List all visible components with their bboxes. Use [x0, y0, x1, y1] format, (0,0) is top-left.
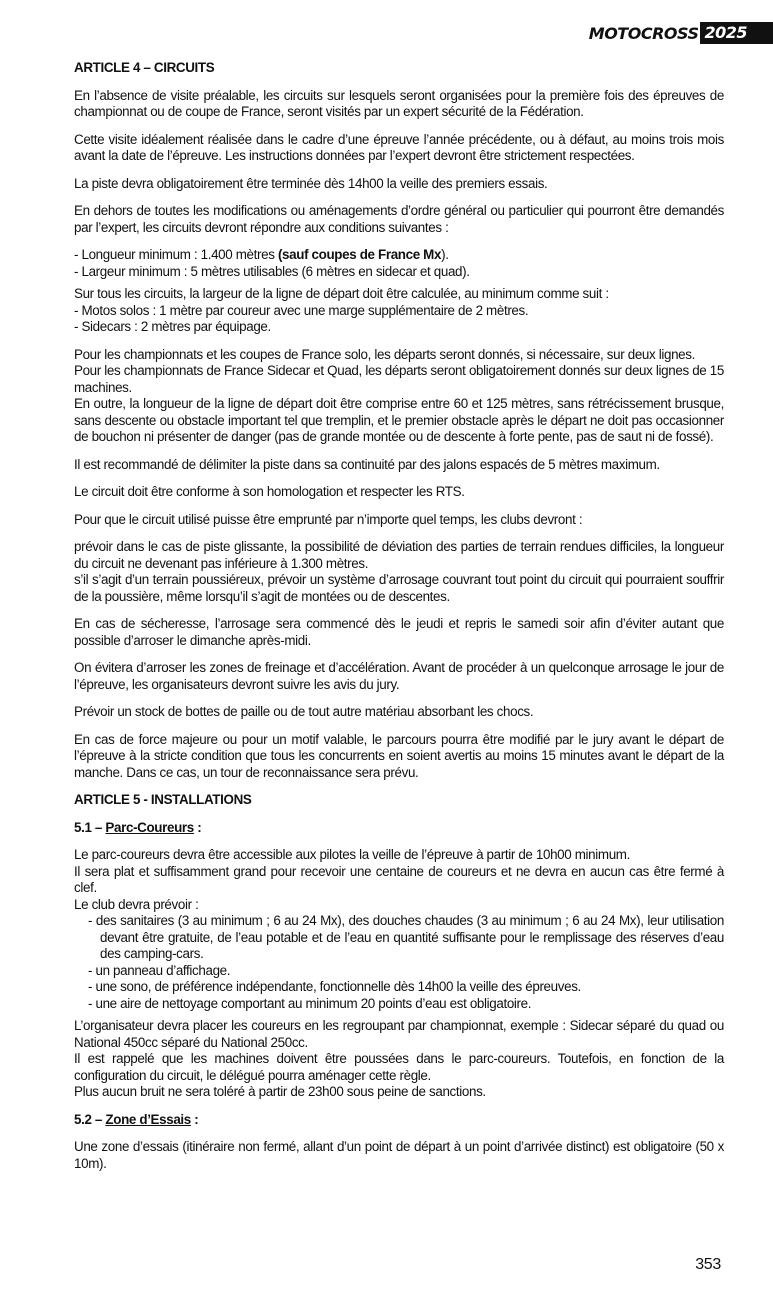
- paragraph: prévoir dans le cas de piste glissante, la possibilité de déviation des parties de terrain rendues difficiles, la longueur du circuit ne devenant pas inférieure à 1.300 mètres.: [74, 539, 724, 571]
- list-item: - Sidecars : 2 mètres par équipage.: [74, 319, 271, 334]
- list-item: - Largeur minimum : 5 mètres utilisables (6 mètres en sidecar et quad).: [74, 263, 470, 279]
- document-body: [74, 60, 724, 1172]
- page-number: 353: [695, 1256, 721, 1273]
- start-line-list: [74, 303, 724, 336]
- paragraph: En cas de force majeure ou pour un motif valable, le parcours pourra être modifié par le jury avant le départ de l’épreuve à la stricte condition que tous les concurrents en soient avertis au moins 15 minutes avant le départ de la manche. Dans ce cas, un tour de reconnaissance sera prévu.: [74, 731, 724, 780]
- paragraph: Sur tous les circuits, la largeur de la ligne de départ doit être calculée, au minimum comme suit :: [74, 286, 609, 301]
- paragraph: Pour les championnats de France Sidecar et Quad, les départs seront obligatoirement donnés sur deux lignes de 15 machines.: [74, 363, 724, 395]
- list-item: - une sono, de préférence indépendante, fonctionnelle dès 14h00 la veille des épreuves.: [88, 979, 581, 994]
- list-item: - un panneau d’affichage.: [88, 962, 231, 978]
- paragraph: Une zone d’essais (itinéraire non fermé, allant d’un point de départ à un point d’arrivée distinct) est obligatoire (50 x 10m).: [74, 1139, 724, 1171]
- facilities-list: [88, 913, 724, 1012]
- paragraph: Le parc-coureurs devra être accessible aux pilotes la veille de l’épreuve à partir de 10h00 minimum.: [74, 847, 630, 862]
- paragraph: Pour que le circuit utilisé puisse être emprunté par n’importe quel temps, les clubs devront :: [74, 511, 583, 527]
- list-item: - une aire de nettoyage comportant au minimum 20 points d’eau est obligatoire.: [88, 995, 532, 1011]
- section-5-1-heading: 5.1 – Parc-Coureurs :: [74, 819, 202, 835]
- list-item: - Motos solos : 1 mètre par coureur avec une marge supplémentaire de 2 mètres.: [74, 302, 529, 318]
- paragraph: La piste devra obligatoirement être terminée dès 14h00 la veille des premiers essais.: [74, 175, 548, 191]
- header-title: MOTOCROSS: [588, 23, 699, 43]
- list-item: - Longueur minimum : 1.400 mètres (sauf coupes de France Mx).: [74, 247, 449, 262]
- page-header: [589, 22, 773, 44]
- article-4-heading: ARTICLE 4 – CIRCUITS: [74, 60, 215, 75]
- paragraph: Il est recommandé de délimiter la piste dans sa continuité par des jalons espacés de 5 mètres maximum.: [74, 456, 660, 472]
- article-5-heading: ARTICLE 5 - INSTALLATIONS: [74, 792, 252, 807]
- paragraph: Le club devra prévoir :: [74, 896, 199, 912]
- section-5-2-heading: 5.2 – Zone d’Essais :: [74, 1111, 199, 1127]
- header-year-badge: 2025: [700, 22, 773, 44]
- paragraph: L’organisateur devra placer les coureurs en les regroupant par championnat, exemple : Sidecar séparé du quad ou National 450cc séparé du National 250cc.: [74, 1018, 724, 1050]
- paragraph: En outre, la longueur de la ligne de départ doit être comprise entre 60 et 125 mètres, sans rétrécissement brusque, sans descente ou obstacle important tel que tremplin, et le premier obstacle après le départ ne doit pas occasionner de bouchon ni présenter de danger (pas de grande montée ou de descente à forte pente, pas de saut ni de fossé).: [74, 396, 724, 444]
- bold-note: (sauf coupes de France Mx: [277, 247, 442, 262]
- list-item: - des sanitaires (3 au minimum ; 6 au 24 Mx), des douches chaudes (3 au minimum ; 6 au 24 Mx), leur utilisation devant être gratuite, de l’eau potable et de l’eau en quantité suffisante pour le remplissage des réserves d’eau des camping-cars.: [88, 913, 724, 961]
- paragraph: Pour les championnats et les coupes de France solo, les départs seront donnés, si nécessaire, sur deux lignes.: [74, 346, 695, 362]
- paragraph: En cas de sécheresse, l’arrosage sera commencé dès le jeudi et repris le samedi soir afin d’éviter autant que possible d’arroser le dimanche après-midi.: [74, 616, 724, 648]
- paragraph: Prévoir un stock de bottes de paille ou de tout autre matériau absorbant les chocs.: [74, 704, 534, 719]
- paragraph: Il sera plat et suffisamment grand pour recevoir une centaine de coureurs et ne devra en aucun cas être fermé à clef.: [74, 863, 724, 895]
- paragraph: Il est rappelé que les machines doivent être poussées dans le parc-coureurs. Toutefois, en fonction de la configuration du circuit, le délégué pourra aménager cette règle.: [74, 1051, 724, 1083]
- paragraph: En l’absence de visite préalable, les circuits sur lesquels seront organisées pour la première fois des épreuves de championnat ou de coupe de France, seront visités par un expert sécurité de la Fédération.: [74, 87, 724, 119]
- track-requirements-list: [74, 247, 724, 280]
- paragraph: Cette visite idéalement réalisée dans le cadre d’une épreuve l’année précédente, ou à défaut, au moins trois mois avant la date de l’épreuve. Les instructions données par l’expert devront être strictement respectées.: [74, 131, 724, 163]
- paragraph: Plus aucun bruit ne sera toléré à partir de 23h00 sous peine de sanctions.: [74, 1084, 486, 1099]
- paragraph: On évitera d’arroser les zones de freinage et d’accélération. Avant de procéder à un quelconque arrosage le jour de l’épreuve, les organisateurs devront suivre les avis du jury.: [74, 660, 724, 692]
- paragraph: Le circuit doit être conforme à son homologation et respecter les RTS.: [74, 484, 465, 499]
- paragraph: En dehors de toutes les modifications ou aménagements d’ordre général ou particulier qui pourront être demandés par l’expert, les circuits devront répondre aux conditions suivantes :: [74, 203, 724, 235]
- paragraph: s’il s’agit d’un terrain poussiéreux, prévoir un système d’arrosage couvrant tout point du circuit qui pourraient souffrir de la poussière, même lorsqu’il s’agit de montées ou de descentes.: [74, 572, 724, 604]
